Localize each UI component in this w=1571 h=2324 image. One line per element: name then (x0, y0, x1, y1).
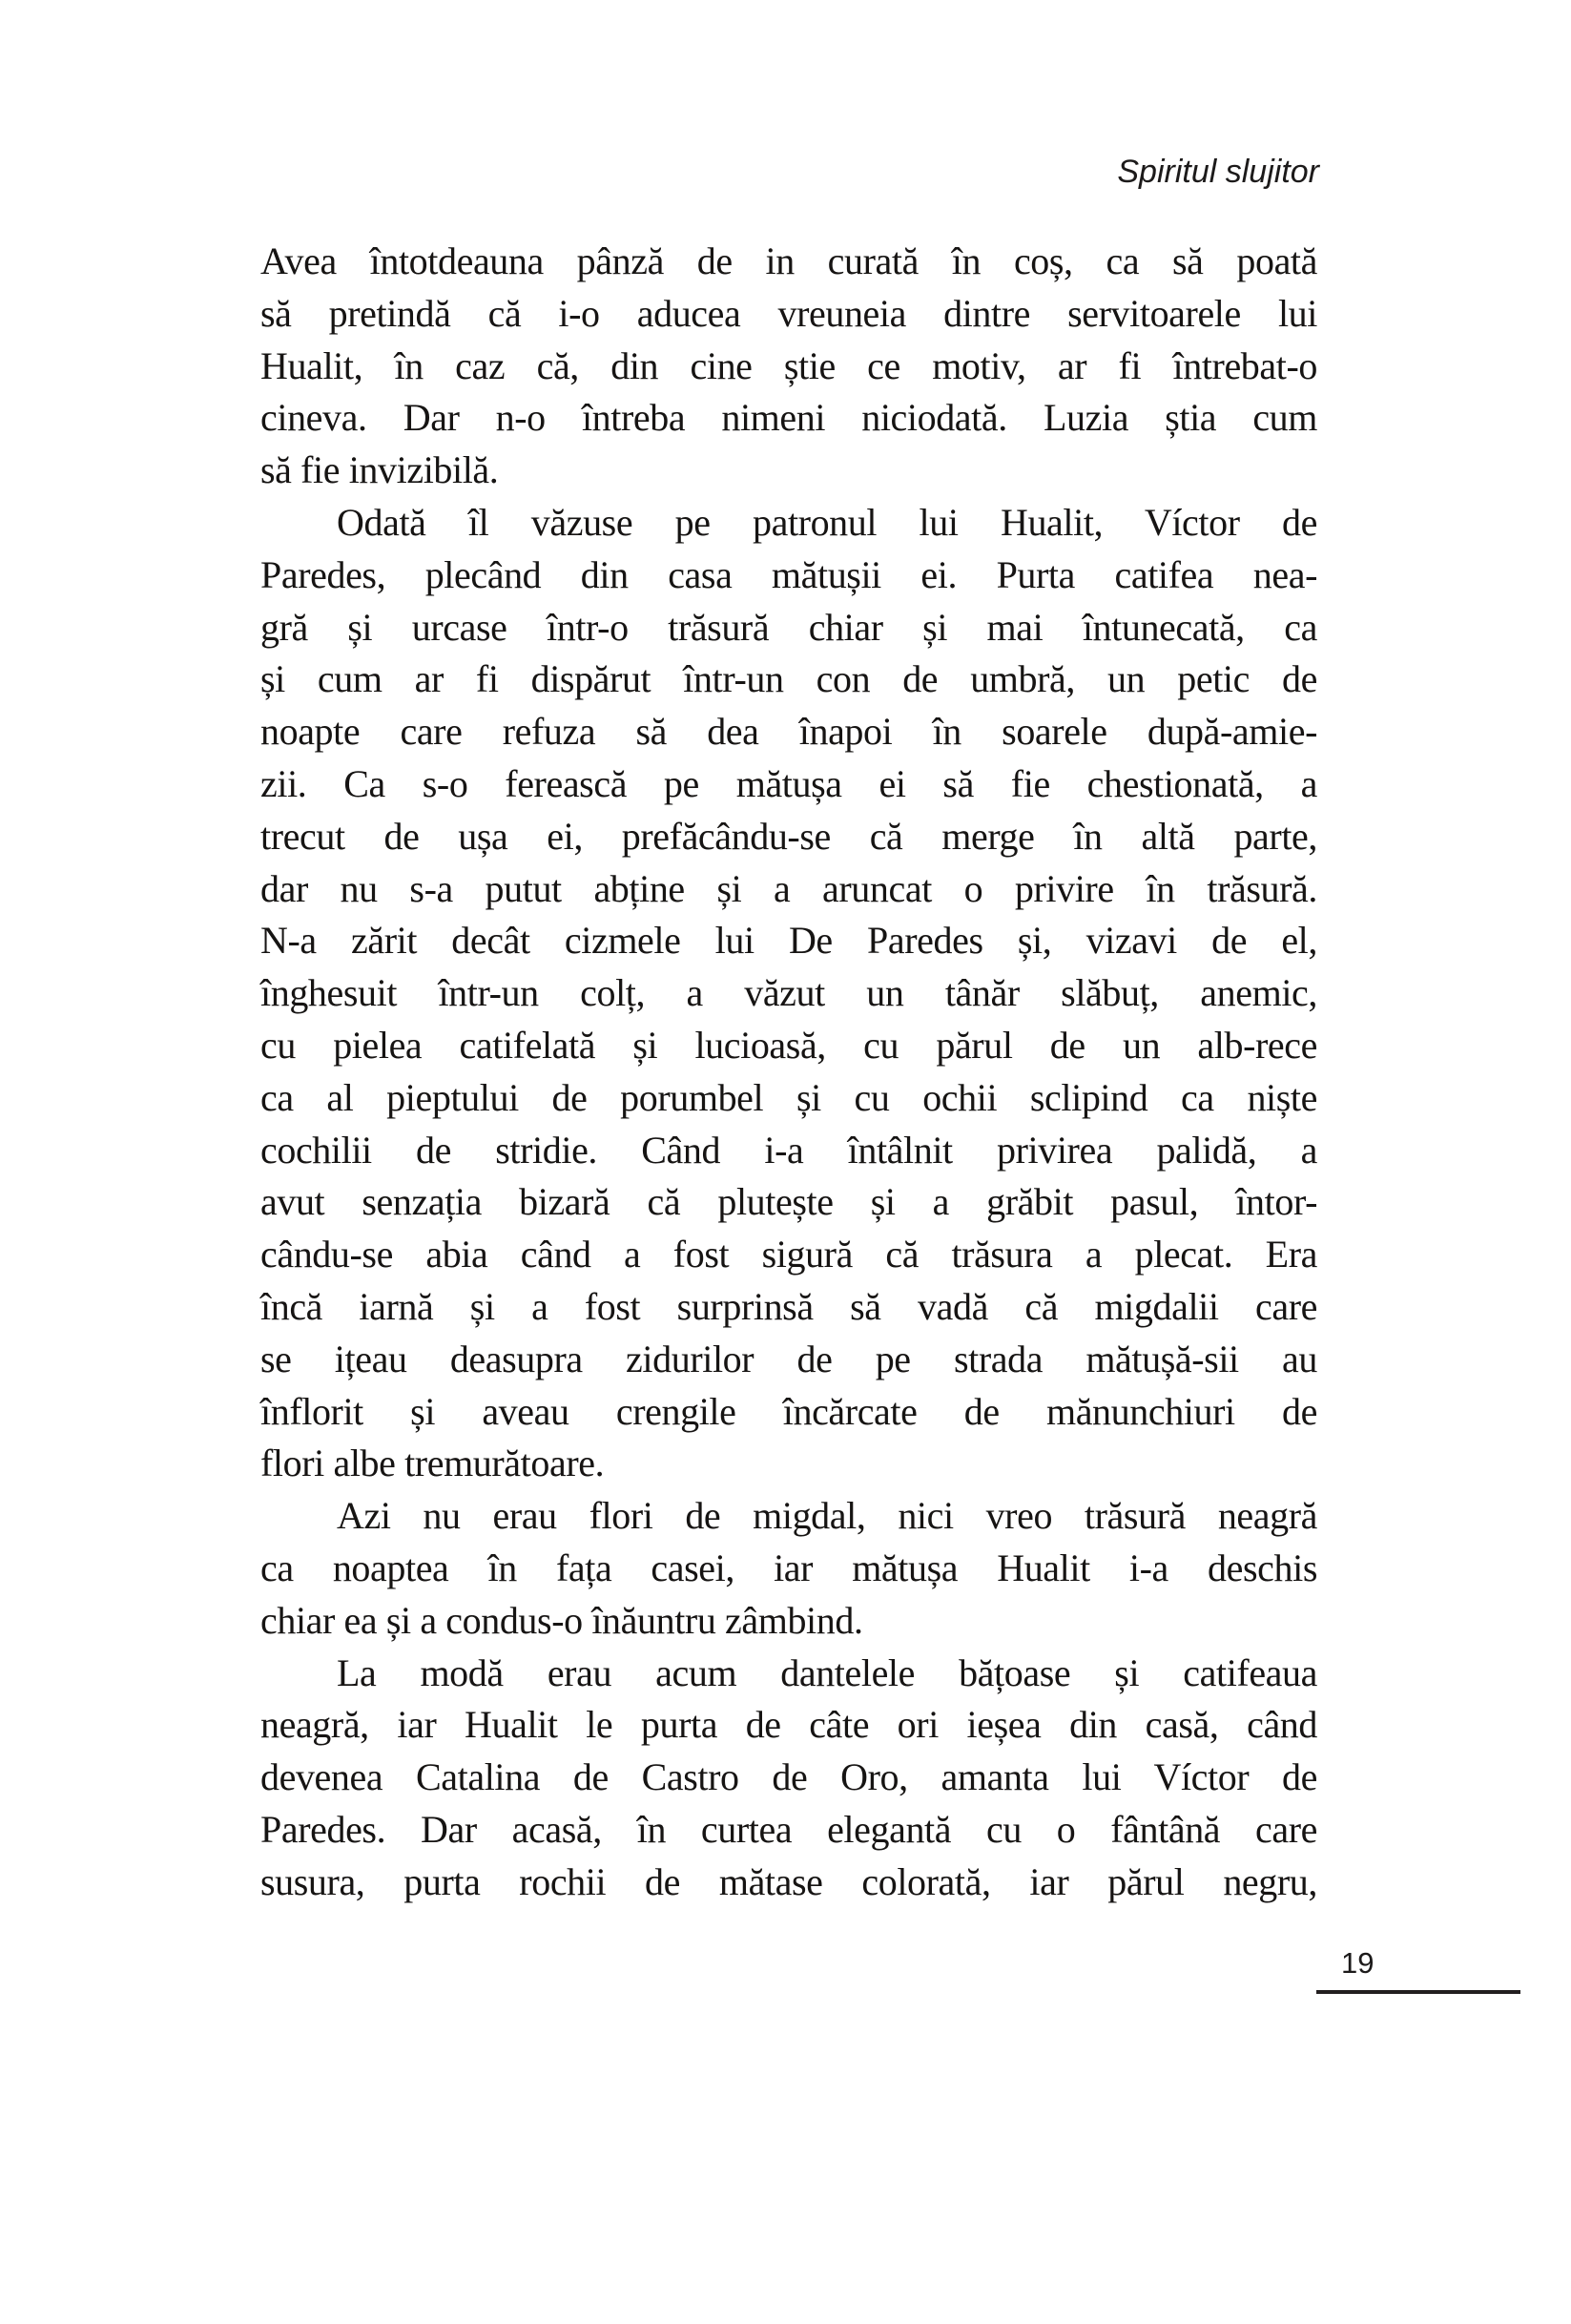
text-line: Avea întotdeauna pânză de in curată în coș, ca să poată (260, 239, 1317, 282)
text-line: să fie invizibilă. (260, 448, 499, 492)
text-line: noapte care refuza să dea înapoi în soarele după-amie- (260, 710, 1317, 754)
text-line: N-a zărit decât cizmele lui De Paredes și, vizavi de el, (260, 919, 1317, 963)
text-line: se ițeau deasupra zidurilor de pe strada mătușă-sii au (260, 1337, 1317, 1380)
text-line: să pretindă că i-o aducea vreuneia dintre servitoarele lui (260, 291, 1317, 335)
body-text (260, 236, 1317, 1909)
text-line: cu pielea catifelată și lucioasă, cu părul de un alb-rece (260, 1023, 1317, 1067)
text-line: La modă erau acum dantelele bățoase și catifeaua (337, 1650, 1317, 1694)
text-line: trecut de ușa ei, prefăcându-se că merge în altă parte, (260, 814, 1317, 858)
text-line: gră și urcase într-o trăsură chiar și mai întunecată, ca (260, 605, 1317, 649)
text-line: avut senzația bizară că plutește și a grăbit pasul, întor- (260, 1180, 1317, 1224)
text-line: Paredes, plecând din casa mătușii ei. Purta catifea nea- (260, 552, 1317, 596)
text-line: Paredes. Dar acasă, în curtea elegantă cu o fântână care (260, 1807, 1317, 1851)
text-line: devenea Catalina de Castro de Oro, amanta lui Víctor de (260, 1755, 1317, 1799)
text-line: zii. Ca s-o ferească pe mătușa ei să fie chestionată, a (260, 761, 1317, 805)
text-line: cineva. Dar n-o întreba nimeni niciodată. Luzia știa cum (260, 396, 1317, 440)
text-line: cochilii de stridie. Când i-a întâlnit privirea palidă, a (260, 1128, 1317, 1172)
text-line: Hualit, în caz că, din cine știe ce motiv, ar fi întrebat-o (260, 343, 1317, 387)
page-number: 19 (1341, 1946, 1375, 1980)
text-line: și cum ar fi dispărut într-un con de umbră, un petic de (260, 657, 1317, 701)
text-line: Odată îl văzuse pe patronul lui Hualit, Víctor de (337, 500, 1317, 544)
text-line: ca al pieptului de porumbel și cu ochii sclipind ca niște (260, 1075, 1317, 1119)
text-line: Azi nu erau flori de migdal, nici vreo trăsură neagră (337, 1494, 1317, 1538)
text-line: înflorit și aveau crengile încărcate de mănunchiuri de (260, 1389, 1317, 1433)
text-line: încă iarnă și a fost surprinsă să vadă că migdalii care (260, 1284, 1317, 1328)
footer-rule (1316, 1990, 1520, 1994)
text-line: cându-se abia când a fost sigură că trăsura a plecat. Era (260, 1233, 1317, 1276)
running-header: Spiritul slujitor (1117, 154, 1319, 190)
text-line: înghesuit într-un colț, a văzut un tânăr slăbuț, anemic, (260, 971, 1317, 1015)
text-line: flori albe tremurătoare. (260, 1442, 605, 1485)
text-line: ca noaptea în fața casei, iar mătușa Hualit i-a deschis (260, 1546, 1317, 1589)
text-line: susura, purta rochii de mătase colorată, iar părul negru, (260, 1859, 1317, 1903)
text-line: neagră, iar Hualit le purta de câte ori ieșea din casă, când (260, 1703, 1317, 1747)
text-line: chiar ea și a condus-o înăuntru zâmbind. (260, 1598, 863, 1642)
text-line: dar nu s-a putut abține și a aruncat o privire în trăsură. (260, 866, 1317, 910)
